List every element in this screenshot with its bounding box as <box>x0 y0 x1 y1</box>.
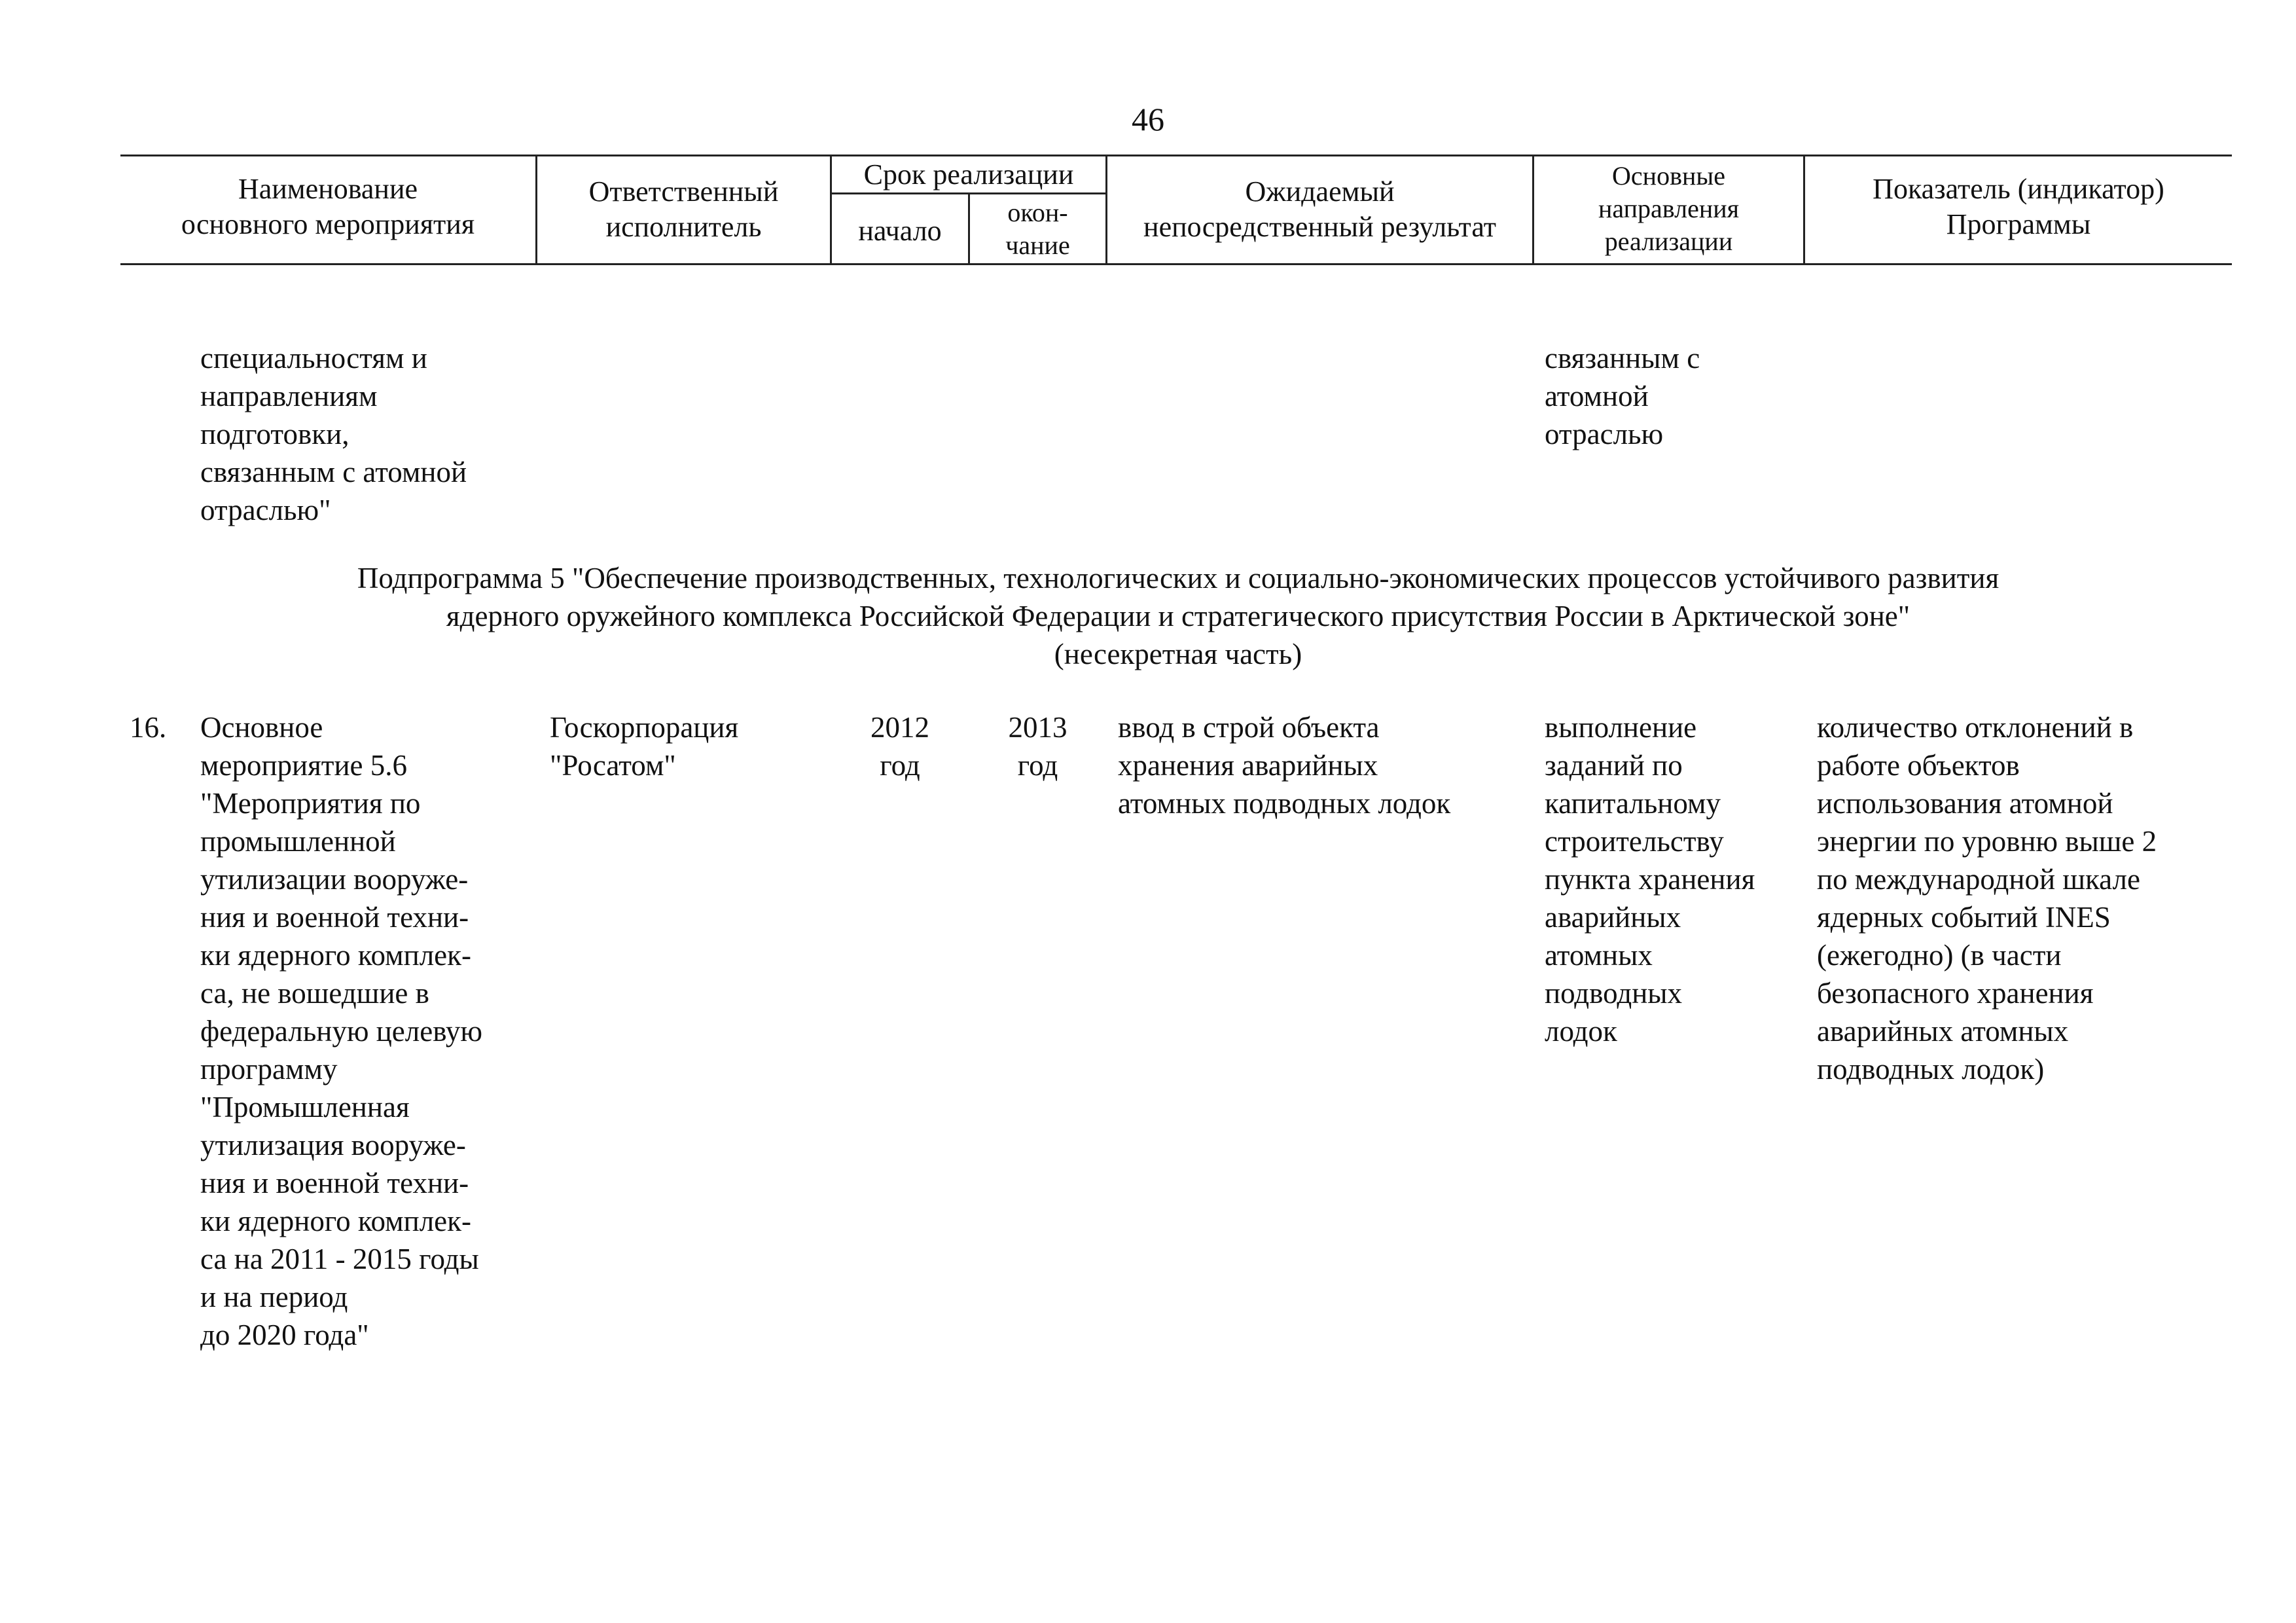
header-indicator <box>1805 172 2232 242</box>
header-end-line: чание <box>1005 230 1070 260</box>
header-bottom-rule <box>120 263 2232 265</box>
row-start: 2012 год <box>870 711 929 782</box>
header-period: Срок реализации <box>863 158 1074 191</box>
header-responsible <box>537 174 830 245</box>
header-end <box>970 196 1105 262</box>
subprogram-line: Подпрограмма 5 "Обеспечение производственных, технологических и социально-экономических процессов устойчивого развития <box>357 562 2000 594</box>
header-directions <box>1534 160 1803 258</box>
header-responsible-line: исполнитель <box>605 211 762 243</box>
row-name: Основное мероприятие 5.6 "Мероприятия по промышленной утилизации вооруже- ния и военной техни- ки ядерного комплек- са, не вошедшие в федеральную целевую программу "Промышленная утилизация вооруже- ния и военной техни- ки ядерного комплек- са на 2011 - 2015 годы и на период до 2020 года" <box>200 711 483 1351</box>
header-name <box>120 172 535 242</box>
header-responsible-line: Ответственный <box>588 175 779 208</box>
row-directions: выполнение заданий по капитальному строительству пункта хранения аварийных атомных подводных лодок <box>1545 711 1755 1048</box>
continuation-directions: связанным с атомной отраслью <box>1545 342 1700 450</box>
header-directions-line: направления <box>1598 194 1740 223</box>
subprogram-heading <box>131 559 2225 673</box>
page-number: 46 <box>1132 101 1164 137</box>
header-indicator-line: Программы <box>1946 208 2091 240</box>
header-result-line: непосредственный результат <box>1143 211 1496 243</box>
header-end-line: окон- <box>1007 198 1068 227</box>
row-number: 16. <box>130 711 167 744</box>
row-end: 2013 год <box>1008 711 1067 782</box>
subprogram-line: (несекретная часть) <box>1054 638 1302 670</box>
row-result: ввод в строй объекта хранения аварийных атомных подводных лодок <box>1118 711 1451 820</box>
header-result <box>1107 174 1532 245</box>
header-name-line: Наименование <box>238 173 418 205</box>
row-responsible: Госкорпорация "Росатом" <box>550 711 739 782</box>
header-directions-line: Основные <box>1612 161 1725 191</box>
header-directions-line: реализации <box>1604 227 1733 256</box>
header-start: начало <box>858 215 942 247</box>
row-indicator: количество отклонений в работе объектов использования атомной энергии по уровню выше 2 по международной шкале ядерных событий INES (ежегодно) (в части безопасного хранения аварийных атомных подводных лодок) <box>1817 711 2157 1085</box>
subprogram-line: ядерного оружейного комплекса Российской Федерации и стратегического присутствия России в Арктической зоне" <box>446 600 1910 632</box>
header-indicator-line: Показатель (индикатор) <box>1873 173 2164 205</box>
continuation-name: специальностям и направлениям подготовки, связанным с атомной отраслью" <box>200 342 467 526</box>
header-result-line: Ожидаемый <box>1245 175 1395 208</box>
header-name-line: основного мероприятия <box>181 208 475 240</box>
header-top-rule <box>120 155 2232 156</box>
